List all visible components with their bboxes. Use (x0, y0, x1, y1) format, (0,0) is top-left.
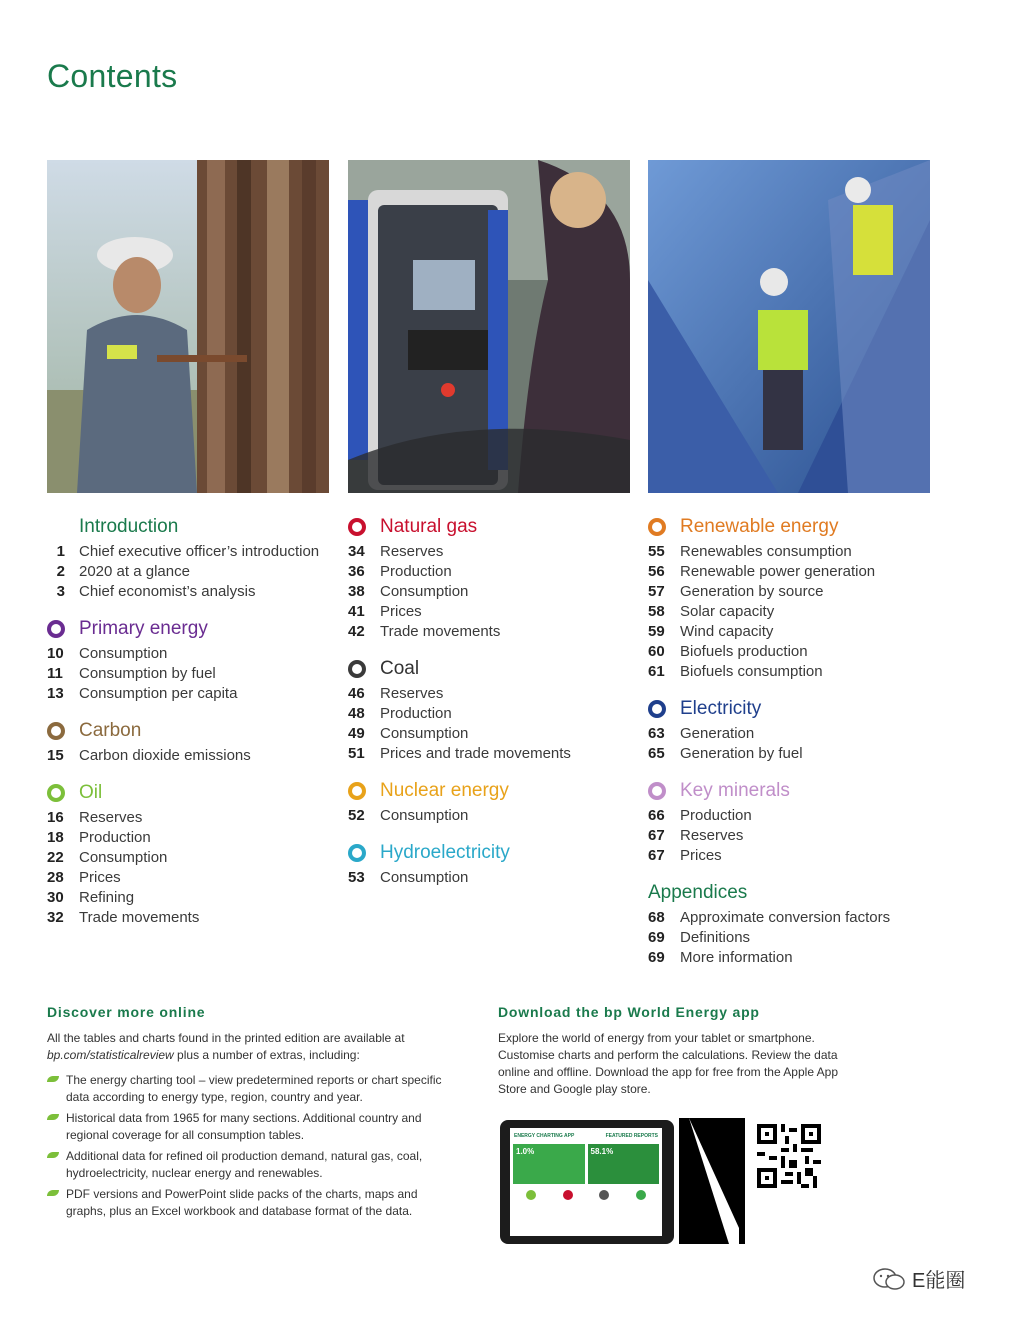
contents-entry[interactable] (648, 562, 948, 582)
section-head (348, 776, 648, 806)
section-head (348, 838, 648, 868)
section-primary-energy (47, 614, 347, 704)
natural-gas-icon (348, 518, 366, 536)
app-screen-header (510, 1128, 662, 1144)
entry-label: Reserves (79, 809, 143, 826)
page-number: 66 (648, 807, 665, 824)
list-item (47, 1110, 457, 1144)
section-title[interactable]: Primary energy (79, 618, 208, 639)
page-number: 57 (648, 583, 665, 600)
contents-entry[interactable] (648, 806, 948, 826)
page-number: 28 (47, 869, 64, 886)
entry-label: Biofuels production (680, 643, 808, 660)
entry-label: Consumption per capita (79, 685, 238, 702)
contents-entry[interactable] (648, 928, 948, 948)
entry-label: Generation (680, 725, 755, 742)
entry-label: Consumption by fuel (79, 665, 216, 682)
oil-icon (526, 1190, 536, 1200)
section-head (648, 512, 948, 542)
entry-label: Prices (380, 603, 422, 620)
wechat-icon (872, 1267, 906, 1291)
page-number: 67 (648, 827, 665, 844)
page-number: 15 (47, 747, 64, 764)
app-screen (510, 1128, 662, 1236)
entry-label: Reserves (680, 827, 744, 844)
contents-entry[interactable] (348, 724, 648, 744)
page-number: 53 (348, 869, 365, 886)
qr-code[interactable] (757, 1124, 821, 1188)
leaf-bullet-icon (47, 1114, 59, 1120)
contents-entry[interactable] (648, 542, 948, 562)
section-introduction (47, 512, 347, 602)
contents-entry[interactable] (648, 908, 948, 928)
entry-label: Trade movements (380, 623, 501, 640)
section-title[interactable]: Nuclear energy (380, 780, 509, 801)
entry-label: Definitions (680, 929, 751, 946)
section-head (348, 654, 648, 684)
page-number: 56 (648, 563, 665, 580)
entry-label: Chief economist’s analysis (79, 583, 256, 600)
contents-entry[interactable] (47, 644, 347, 664)
app-tile: 58.1% (588, 1144, 660, 1184)
page-number: 48 (348, 705, 365, 722)
leaf-bullet-icon (47, 1190, 59, 1196)
photo-oil-worker (47, 160, 329, 493)
section-title[interactable]: Key minerals (680, 780, 790, 801)
section-hydroelectricity (348, 838, 648, 888)
page-number: 51 (348, 745, 365, 762)
section-title[interactable]: Appendices (648, 882, 748, 903)
section-nuclear-energy (348, 776, 648, 826)
section-title[interactable]: Coal (380, 658, 420, 679)
photo-ev-charger (348, 160, 630, 493)
entry-label: Prices (680, 847, 722, 864)
section-head (47, 778, 347, 808)
coal-icon (348, 660, 366, 678)
contents-entry[interactable] (47, 868, 347, 888)
bullet-text: Additional data for refined oil production demand, natural gas, coal, hydroelectricity, nuclear energy and renewables. (66, 1149, 423, 1180)
entry-label: Solar capacity (680, 603, 775, 620)
key-minerals-icon (648, 782, 666, 800)
section-title[interactable]: Hydroelectricity (380, 842, 510, 863)
contents-entry[interactable] (348, 744, 648, 764)
contents-entry[interactable] (348, 542, 648, 562)
contents-entry[interactable] (348, 562, 648, 582)
section-electricity (648, 694, 948, 764)
download-title: Download the bp World Energy app (498, 1004, 760, 1020)
entry-label: Prices and trade movements (380, 745, 571, 762)
statistical-review-link[interactable]: bp.com/statisticalreview (47, 1048, 174, 1062)
section-head (47, 614, 347, 644)
hydroelectricity-icon (348, 844, 366, 862)
page-number: 38 (348, 583, 365, 600)
entry-label: 2020 at a glance (79, 563, 190, 580)
entry-label: Consumption (79, 849, 168, 866)
page-number: 55 (648, 543, 665, 560)
entry-label: Generation by source (680, 583, 824, 600)
contents-entry[interactable] (47, 848, 347, 868)
entry-label: Refining (79, 889, 135, 906)
page-number: 58 (648, 603, 665, 620)
section-title[interactable]: Introduction (79, 516, 179, 537)
entry-label: Carbon dioxide emissions (79, 747, 251, 764)
coal-icon (599, 1190, 609, 1200)
section-carbon (47, 716, 347, 766)
contents-entry[interactable] (648, 662, 948, 682)
section-head (648, 776, 948, 806)
contents-entry[interactable] (47, 828, 347, 848)
contents-entry[interactable] (648, 724, 948, 744)
contents-column-middle (348, 512, 648, 900)
bullet-text: The energy charting tool – view predetermined reports or chart specific data according to energy type, region, country and year. (66, 1073, 442, 1104)
section-head (47, 512, 347, 542)
entry-label: Consumption (380, 725, 469, 742)
nuclear-energy-icon (348, 782, 366, 800)
natural-gas-icon (563, 1190, 573, 1200)
entry-label: Production (680, 807, 752, 824)
contents-entry[interactable] (348, 622, 648, 642)
page-number: 41 (348, 603, 365, 620)
featured-reports: FEATURED REPORTS (605, 1133, 658, 1139)
page-number: 69 (648, 949, 665, 966)
app-tablet-image (500, 1120, 674, 1244)
page-number: 11 (47, 665, 63, 682)
contents-entry[interactable] (648, 846, 948, 866)
page-number: 60 (648, 643, 665, 660)
app-name: ENERGY CHARTING APP (514, 1133, 575, 1139)
contents-entry[interactable] (648, 622, 948, 642)
contents-entry[interactable] (47, 542, 347, 562)
watermark-text: E能圈 (912, 1270, 966, 1292)
section-title[interactable]: Natural gas (380, 516, 478, 537)
oil-icon (47, 784, 65, 802)
contents-entry[interactable] (47, 664, 347, 684)
contents-entry[interactable] (648, 744, 948, 764)
discover-intro (47, 1030, 437, 1064)
section-head (348, 512, 648, 542)
section-head (648, 694, 948, 724)
section-renewable-energy (648, 512, 948, 682)
contents-entry[interactable] (648, 826, 948, 846)
discover-title: Discover more online (47, 1004, 206, 1020)
renewable-energy-icon (648, 518, 666, 536)
contents-entry[interactable] (47, 684, 347, 704)
app-store-badge-image (679, 1118, 745, 1244)
contents-entry[interactable] (648, 642, 948, 662)
contents-entry[interactable] (648, 602, 948, 622)
entry-label: Production (380, 705, 452, 722)
page-number: 16 (47, 809, 64, 826)
leaf-bullet-icon (47, 1076, 59, 1082)
page-number: 1 (56, 543, 65, 560)
page-number: 46 (348, 685, 365, 702)
section-head (47, 716, 347, 746)
page-number: 65 (648, 745, 665, 762)
page-number: 18 (47, 829, 64, 846)
page-number: 22 (47, 849, 64, 866)
contents-entry[interactable] (348, 602, 648, 622)
app-fuel-icons (510, 1184, 662, 1200)
entry-label: Renewable power generation (680, 563, 876, 580)
page-number: 2 (56, 563, 65, 580)
bullet-text: PDF versions and PowerPoint slide packs of the charts, maps and graphs, plus an Excel workbook and database format of the data. (66, 1187, 418, 1218)
photo-solar-workers (648, 160, 930, 493)
carbon-icon (47, 722, 65, 740)
entry-label: Approximate conversion factors (680, 909, 891, 926)
page-title: Contents (47, 58, 178, 94)
page-number: 63 (648, 725, 665, 742)
list-item (47, 1148, 457, 1182)
contents-entry[interactable] (47, 562, 347, 582)
page-number: 67 (648, 847, 665, 864)
electricity-icon (648, 700, 666, 718)
discover-intro-text: plus a number of extras, including: (173, 1048, 360, 1062)
page-number: 10 (47, 645, 64, 662)
watermark (872, 1264, 965, 1293)
page-number: 59 (648, 623, 665, 640)
entry-label: Wind capacity (680, 623, 774, 640)
download-text: Explore the world of energy from your tablet or smartphone. Customise charts and perform the calculations. Review the data online and offline. Download the app for free from the Apple App Store and Google play store. (498, 1031, 839, 1096)
page-number: 69 (648, 929, 665, 946)
page-number: 68 (648, 909, 665, 926)
renewable-energy-icon (636, 1190, 646, 1200)
contents-entry[interactable] (348, 684, 648, 704)
entry-label: Consumption (380, 807, 469, 824)
contents-entry[interactable] (47, 888, 347, 908)
page-number: 36 (348, 563, 365, 580)
page-number: 61 (648, 663, 665, 680)
contents-entry[interactable] (648, 582, 948, 602)
primary-energy-icon (47, 620, 65, 638)
entry-label: Consumption (79, 645, 168, 662)
app-tiles (510, 1144, 662, 1184)
section-natural-gas (348, 512, 648, 642)
entry-label: Trade movements (79, 909, 200, 926)
contents-entry[interactable] (348, 868, 648, 888)
discover-list (47, 1072, 457, 1224)
entry-label: Biofuels consumption (680, 663, 823, 680)
page-number: 3 (56, 583, 65, 600)
contents-column-right (648, 512, 948, 980)
entry-label: Production (380, 563, 452, 580)
contents-entry[interactable] (648, 948, 948, 968)
page-number: 49 (348, 725, 365, 742)
page-number: 30 (47, 889, 64, 906)
entry-label: Reserves (380, 543, 444, 560)
entry-label: Production (79, 829, 151, 846)
entry-label: Generation by fuel (680, 745, 803, 762)
section-title[interactable]: Electricity (680, 698, 762, 719)
entry-label: Reserves (380, 685, 444, 702)
page-number: 42 (348, 623, 365, 640)
section-title[interactable]: Renewable energy (680, 516, 839, 537)
entry-label: Consumption (380, 869, 469, 886)
list-item (47, 1072, 457, 1106)
contents-entry[interactable] (348, 704, 648, 724)
page-number: 32 (47, 909, 64, 926)
discover-intro-text: All the tables and charts found in the printed edition are available at (47, 1031, 405, 1045)
section-appendices (648, 878, 948, 968)
contents-entry[interactable] (47, 908, 347, 928)
section-title[interactable]: Carbon (79, 720, 142, 741)
entry-label: More information (680, 949, 793, 966)
page-number: 34 (348, 543, 365, 560)
contents-column-left (47, 512, 347, 940)
list-item (47, 1186, 457, 1220)
app-tile: 1.0% (513, 1144, 585, 1184)
entry-label: Prices (79, 869, 121, 886)
contents-entry[interactable] (47, 746, 347, 766)
section-coal (348, 654, 648, 764)
leaf-bullet-icon (47, 1152, 59, 1158)
contents-entry[interactable] (348, 582, 648, 602)
entry-label: Chief executive officer’s introduction (79, 543, 320, 560)
section-title[interactable]: Oil (79, 782, 103, 803)
section-oil (47, 778, 347, 928)
entry-label: Renewables consumption (680, 543, 852, 560)
entry-label: Consumption (380, 583, 469, 600)
bullet-text: Historical data from 1965 for many sections. Additional country and regional coverage for all consumption tables. (66, 1111, 422, 1142)
page-number: 52 (348, 807, 365, 824)
page-number: 13 (47, 685, 64, 702)
section-key-minerals (648, 776, 948, 866)
contents-entry[interactable] (47, 808, 347, 828)
contents-entry[interactable] (348, 806, 648, 826)
contents-entry[interactable] (47, 582, 347, 602)
